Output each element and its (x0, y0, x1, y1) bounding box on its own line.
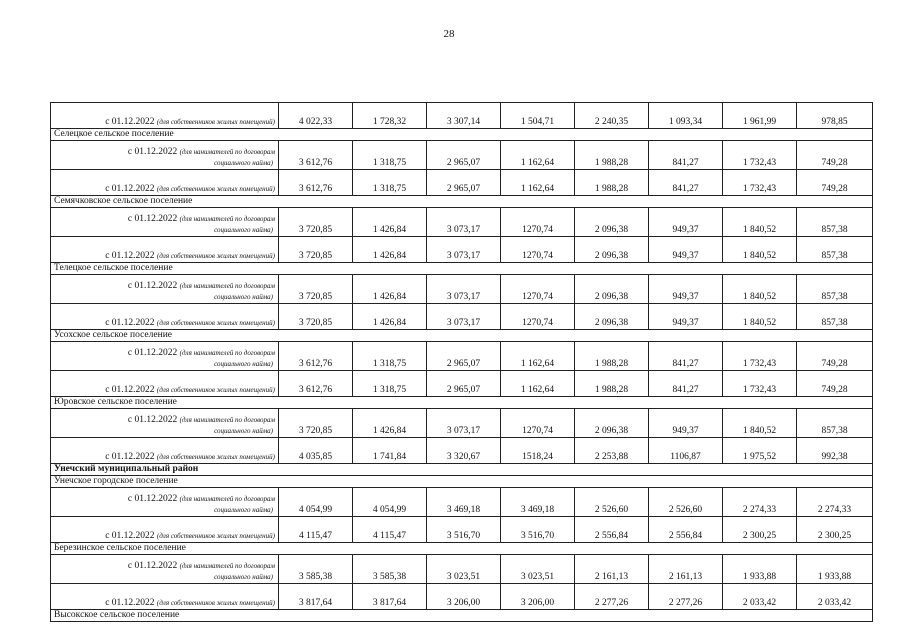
tariff-value-cell: 857,38 (797, 275, 873, 304)
tariff-value-cell: 1 732,43 (723, 371, 797, 397)
tariff-value-cell: 1 318,75 (353, 170, 427, 196)
row-label-prefix: с 01.12.2022 (105, 598, 155, 608)
tariff-value-cell: 949,37 (649, 208, 723, 237)
row-label-note: (для собственников жилых помещений) (156, 386, 275, 394)
row-label-note: (для нанимателей по договорам (179, 282, 275, 290)
row-label-note: (для нанимателей по договорам (179, 416, 275, 424)
tenants-row (51, 342, 873, 371)
row-label-line1 (54, 281, 275, 292)
tariff-value-cell: 1 318,75 (353, 342, 427, 371)
tariff-value-cell: 4 022,33 (279, 103, 353, 129)
tariff-value-cell: 841,27 (649, 342, 723, 371)
tariff-value-cell: 3 023,51 (501, 555, 575, 584)
row-label-note: (для нанимателей по договорам (179, 215, 275, 223)
row-label (51, 103, 279, 129)
tariff-value-cell: 1270,74 (501, 275, 575, 304)
section-row (51, 543, 873, 555)
row-label-note: (для нанимателей по договорам (179, 349, 275, 357)
tariff-value-cell: 1 961,99 (723, 103, 797, 129)
tariff-value-cell: 3 073,17 (427, 304, 501, 330)
tariff-value-cell: 1 840,52 (723, 237, 797, 263)
row-label-prefix: с 01.12.2022 (127, 281, 178, 291)
tariff-value-cell: 3 612,76 (279, 342, 353, 371)
tariff-value-cell: 3 469,18 (427, 488, 501, 517)
tariff-value-cell: 3 023,51 (427, 555, 501, 584)
tariff-value-cell: 2 274,33 (723, 488, 797, 517)
tariff-value-cell: 1 426,84 (353, 304, 427, 330)
row-label (51, 409, 279, 438)
tariff-value-cell: 1 162,64 (501, 371, 575, 397)
section-row (51, 129, 873, 141)
row-label-note: (для нанимателей по договорам (179, 148, 275, 156)
row-label-prefix: с 01.12.2022 (105, 184, 155, 194)
owners-row (51, 237, 873, 263)
row-label (51, 555, 279, 584)
tariff-value-cell: 1518,24 (501, 438, 575, 464)
tariff-value-cell: 949,37 (649, 237, 723, 263)
row-label-note: (для собственников жилых помещений) (156, 319, 275, 327)
tariff-value-cell: 1 732,43 (723, 170, 797, 196)
tenants-row (51, 409, 873, 438)
owners-row (51, 517, 873, 543)
row-label-line1 (54, 214, 275, 225)
tariff-value-cell: 1 975,52 (723, 438, 797, 464)
row-label-prefix: с 01.12.2022 (127, 561, 178, 571)
tariff-value-cell: 949,37 (649, 304, 723, 330)
tariff-value-cell: 2 096,38 (575, 208, 649, 237)
row-label (51, 170, 279, 196)
row-label-prefix: с 01.12.2022 (105, 117, 155, 127)
tariff-value-cell: 1 426,84 (353, 409, 427, 438)
tariff-value-cell: 4 035,85 (279, 438, 353, 464)
tariff-value-cell: 2 556,84 (575, 517, 649, 543)
settlement-title: Березинское сельское поселение (51, 543, 873, 555)
owners-row (51, 371, 873, 397)
tariff-value-cell: 4 054,99 (353, 488, 427, 517)
row-label-prefix: с 01.12.2022 (127, 348, 178, 358)
row-label-line1 (54, 147, 275, 158)
section-row (51, 196, 873, 208)
tariff-value-cell: 841,27 (649, 170, 723, 196)
tariff-value-cell: 1 988,28 (575, 170, 649, 196)
tariff-value-cell: 3 469,18 (501, 488, 575, 517)
tariff-value-cell: 2 161,13 (575, 555, 649, 584)
tariff-value-cell: 1 988,28 (575, 141, 649, 170)
tariff-value-cell: 3 720,85 (279, 237, 353, 263)
row-label (51, 517, 279, 543)
tariff-value-cell: 857,38 (797, 208, 873, 237)
tariff-value-cell: 1270,74 (501, 409, 575, 438)
row-label (51, 208, 279, 237)
section-row (51, 397, 873, 409)
section-row (51, 263, 873, 275)
tariff-value-cell: 949,37 (649, 409, 723, 438)
tariff-value-cell: 2 253,88 (575, 438, 649, 464)
tariff-value-cell: 3 585,38 (279, 555, 353, 584)
owners-row (51, 304, 873, 330)
tariff-value-cell: 2 161,13 (649, 555, 723, 584)
row-label-line1 (54, 561, 275, 572)
tariff-value-cell: 1 988,28 (575, 342, 649, 371)
tariff-value-cell: 2 300,25 (723, 517, 797, 543)
tenants-row (51, 275, 873, 304)
tariff-value-cell: 1 933,88 (723, 555, 797, 584)
tariff-table (50, 102, 873, 622)
tariff-value-cell: 3 817,64 (279, 584, 353, 610)
tariff-value-cell: 2 300,25 (797, 517, 873, 543)
tariff-value-cell: 3 516,70 (427, 517, 501, 543)
tariff-value-cell: 1270,74 (501, 208, 575, 237)
row-label (51, 342, 279, 371)
row-label (51, 275, 279, 304)
tariff-value-cell: 3 073,17 (427, 208, 501, 237)
tariff-value-cell: 857,38 (797, 237, 873, 263)
settlement-title: Унечское городское поселение (51, 476, 873, 488)
tariff-value-cell: 3 206,00 (501, 584, 575, 610)
tariff-value-cell: 1 426,84 (353, 237, 427, 263)
tariff-value-cell: 978,85 (797, 103, 873, 129)
tariff-value-cell: 841,27 (649, 141, 723, 170)
tariff-value-cell: 1 732,43 (723, 141, 797, 170)
tariff-value-cell: 4 054,99 (279, 488, 353, 517)
tariff-value-cell: 3 307,14 (427, 103, 501, 129)
tariff-value-cell: 1 162,64 (501, 141, 575, 170)
row-label-prefix: с 01.12.2022 (127, 147, 178, 157)
tariff-value-cell: 1 840,52 (723, 208, 797, 237)
row-label-line1 (54, 348, 275, 359)
row-label-prefix: с 01.12.2022 (105, 452, 155, 462)
row-label-line2: социального найма) (214, 427, 273, 435)
section-row (51, 330, 873, 342)
row-label-note: (для собственников жилых помещений) (156, 599, 275, 607)
row-label-prefix: с 01.12.2022 (105, 251, 155, 261)
row-label (51, 304, 279, 330)
tariff-value-cell: 2 277,26 (575, 584, 649, 610)
tariff-value-cell: 841,27 (649, 371, 723, 397)
tariff-value-cell: 1 318,75 (353, 371, 427, 397)
tariff-value-cell: 749,28 (797, 342, 873, 371)
tariff-value-cell: 2 965,07 (427, 342, 501, 371)
district-title: Унечский муниципальный район (51, 464, 873, 476)
owners-row (51, 438, 873, 464)
tariff-value-cell: 3 612,76 (279, 141, 353, 170)
tariff-value-cell: 857,38 (797, 304, 873, 330)
tariff-value-cell: 1 840,52 (723, 304, 797, 330)
row-label (51, 584, 279, 610)
tariff-value-cell: 1 318,75 (353, 141, 427, 170)
section-row (51, 610, 873, 622)
tariff-value-cell: 992,38 (797, 438, 873, 464)
row-label-line1 (54, 415, 275, 426)
tariff-value-cell: 1 426,84 (353, 275, 427, 304)
owners-row (51, 584, 873, 610)
row-label-note: (для собственников жилых помещений) (156, 453, 275, 461)
tariff-value-cell: 749,28 (797, 170, 873, 196)
row-label-line2: социального найма) (214, 159, 273, 167)
row-label-note: (для собственников жилых помещений) (156, 532, 275, 540)
row-label-line2: социального найма) (214, 360, 273, 368)
tenants-row (51, 488, 873, 517)
tenants-row (51, 555, 873, 584)
tariff-value-cell: 3 516,70 (501, 517, 575, 543)
tariff-value-cell: 2 096,38 (575, 409, 649, 438)
tariff-value-cell: 3 073,17 (427, 275, 501, 304)
tariff-value-cell: 3 817,64 (353, 584, 427, 610)
tariff-value-cell: 4 115,47 (279, 517, 353, 543)
tariff-value-cell: 749,28 (797, 371, 873, 397)
tariff-value-cell: 3 720,85 (279, 304, 353, 330)
row-label-note: (для нанимателей по договорам (179, 495, 275, 503)
tariff-value-cell: 2 965,07 (427, 141, 501, 170)
tariff-value-cell: 1 840,52 (723, 275, 797, 304)
tariff-value-cell: 1 426,84 (353, 208, 427, 237)
tariff-value-cell: 2 096,38 (575, 275, 649, 304)
tariff-value-cell: 1 741,84 (353, 438, 427, 464)
settlement-title: Высокское сельское поселение (51, 610, 873, 622)
row-label-note: (для нанимателей по договорам (179, 562, 275, 570)
tenants-row (51, 141, 873, 170)
owners-row (51, 170, 873, 196)
tariff-value-cell: 1 162,64 (501, 342, 575, 371)
settlement-title: Селецкое сельское поселение (51, 129, 873, 141)
row-label-note: (для собственников жилых помещений) (156, 118, 275, 126)
tariff-value-cell: 1 504,71 (501, 103, 575, 129)
tariff-value-cell: 3 720,85 (279, 409, 353, 438)
settlement-title: Семячковское сельское поселение (51, 196, 873, 208)
tariff-value-cell: 2 277,26 (649, 584, 723, 610)
tariff-value-cell: 2 033,42 (723, 584, 797, 610)
row-label-prefix: с 01.12.2022 (105, 385, 155, 395)
settlement-title: Телецкое сельское поселение (51, 263, 873, 275)
tariff-value-cell: 3 585,38 (353, 555, 427, 584)
tariff-value-cell: 2 240,35 (575, 103, 649, 129)
tariff-value-cell: 1106,87 (649, 438, 723, 464)
tariff-value-cell: 2 556,84 (649, 517, 723, 543)
tariff-value-cell: 3 073,17 (427, 409, 501, 438)
tariff-value-cell: 1 732,43 (723, 342, 797, 371)
tenants-row (51, 208, 873, 237)
row-label-line2: социального найма) (214, 226, 273, 234)
section-row (51, 476, 873, 488)
settlement-title: Усохское сельское поселение (51, 330, 873, 342)
tariff-value-cell: 2 096,38 (575, 237, 649, 263)
row-label-line1 (54, 494, 275, 505)
tariff-value-cell: 2 526,60 (575, 488, 649, 517)
tariff-value-cell: 749,28 (797, 141, 873, 170)
tariff-value-cell: 1 933,88 (797, 555, 873, 584)
tariff-value-cell: 857,38 (797, 409, 873, 438)
tariff-value-cell: 1 162,64 (501, 170, 575, 196)
tariff-value-cell: 3 612,76 (279, 170, 353, 196)
tariff-value-cell: 1 988,28 (575, 371, 649, 397)
tariff-value-cell: 3 720,85 (279, 208, 353, 237)
tariff-value-cell: 2 526,60 (649, 488, 723, 517)
tariff-value-cell: 4 115,47 (353, 517, 427, 543)
row-label-prefix: с 01.12.2022 (127, 415, 178, 425)
tariff-value-cell: 3 320,67 (427, 438, 501, 464)
tariff-table-body (51, 103, 873, 622)
tariff-value-cell: 1270,74 (501, 304, 575, 330)
row-label-line2: социального найма) (214, 573, 273, 581)
settlement-title: Юровское сельское поселение (51, 397, 873, 409)
tariff-value-cell: 2 274,33 (797, 488, 873, 517)
tariff-value-cell: 3 612,76 (279, 371, 353, 397)
row-label (51, 371, 279, 397)
tariff-value-cell: 2 965,07 (427, 170, 501, 196)
tariff-value-cell: 3 206,00 (427, 584, 501, 610)
row-label (51, 141, 279, 170)
row-label-prefix: с 01.12.2022 (105, 531, 155, 541)
tariff-value-cell: 1 840,52 (723, 409, 797, 438)
row-label-prefix: с 01.12.2022 (105, 318, 155, 328)
tariff-value-cell: 3 073,17 (427, 237, 501, 263)
tariff-value-cell: 949,37 (649, 275, 723, 304)
tariff-value-cell: 1270,74 (501, 237, 575, 263)
tariff-value-cell: 1 728,32 (353, 103, 427, 129)
row-label-line2: социального найма) (214, 506, 273, 514)
page-number: 28 (443, 28, 455, 40)
row-label-prefix: с 01.12.2022 (127, 214, 178, 224)
tariff-value-cell: 1 093,34 (649, 103, 723, 129)
row-label (51, 237, 279, 263)
tariff-value-cell: 2 096,38 (575, 304, 649, 330)
row-label-note: (для собственников жилых помещений) (156, 252, 275, 260)
tariff-value-cell: 2 965,07 (427, 371, 501, 397)
row-label-line2: социального найма) (214, 293, 273, 301)
row-label (51, 488, 279, 517)
row-label-prefix: с 01.12.2022 (127, 494, 178, 504)
row-label-note: (для собственников жилых помещений) (156, 185, 275, 193)
row-label (51, 438, 279, 464)
tariff-value-cell: 3 720,85 (279, 275, 353, 304)
tariff-value-cell: 2 033,42 (797, 584, 873, 610)
owners-row (51, 103, 873, 129)
section-row (51, 464, 873, 476)
